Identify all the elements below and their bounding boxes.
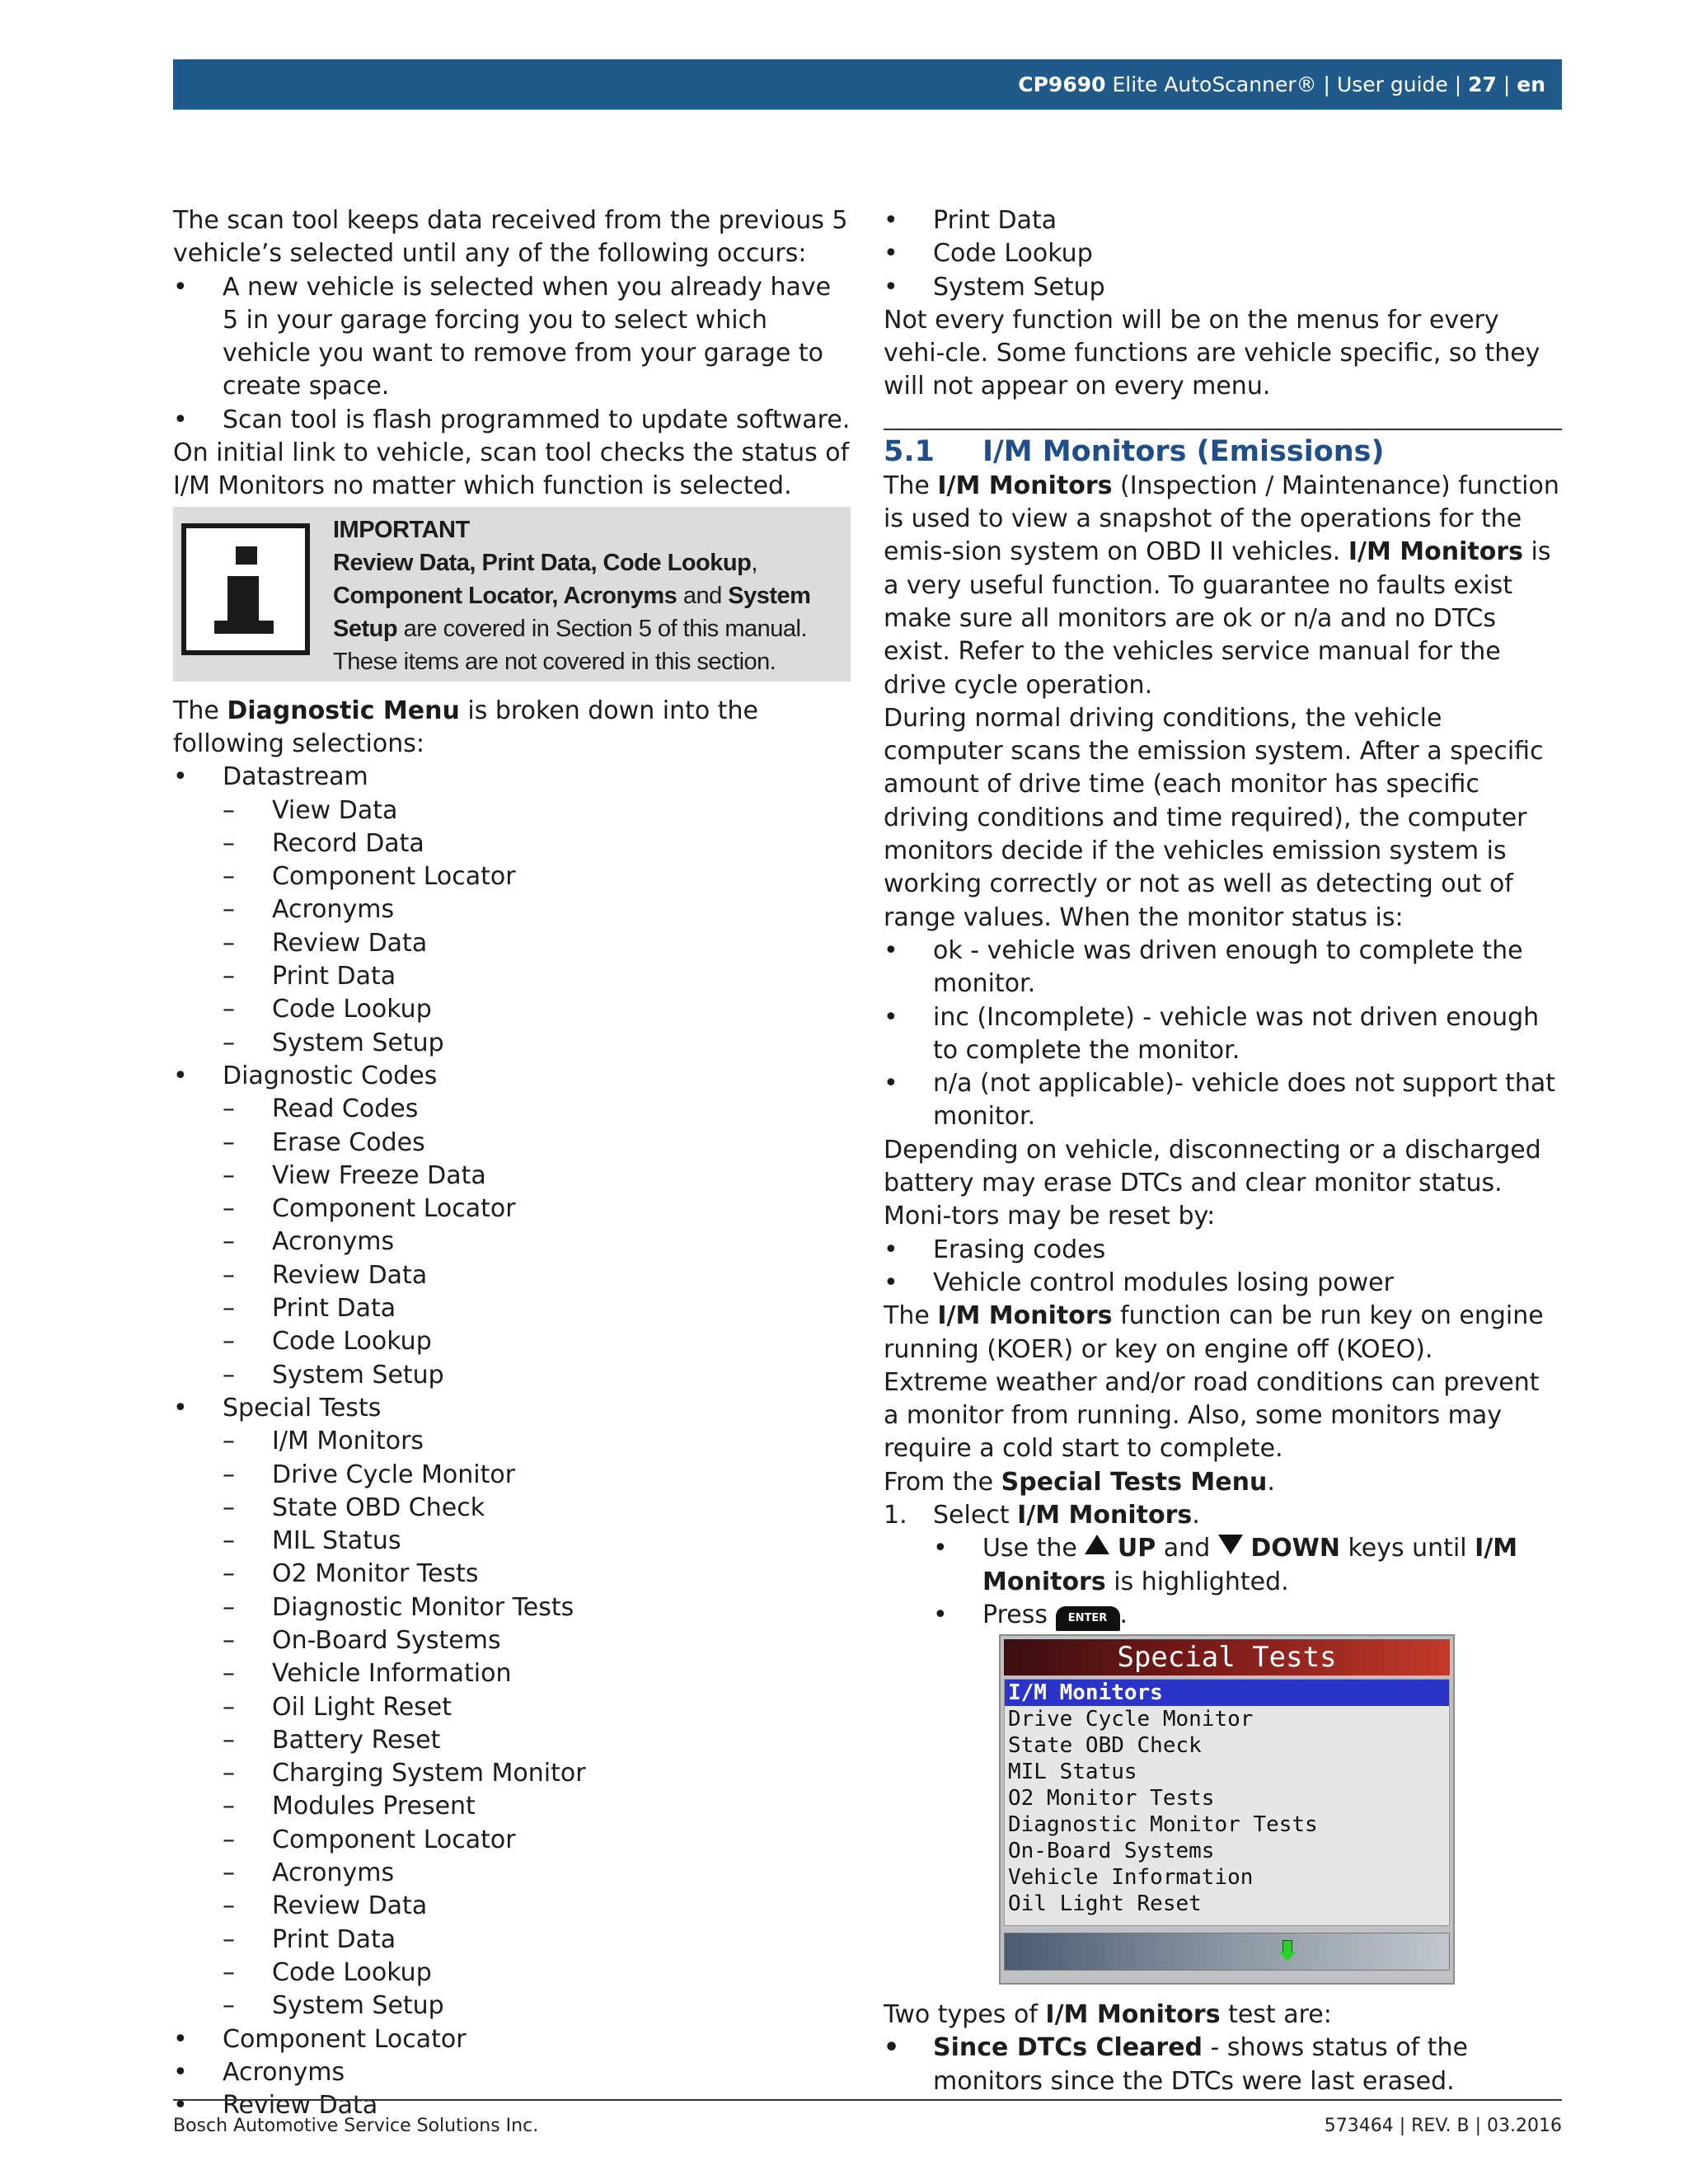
list-item-text: View Data bbox=[272, 795, 398, 825]
submenu-item: – Diagnostic Monitor Tests bbox=[223, 1592, 574, 1622]
status-list bbox=[884, 935, 1562, 1134]
text-bold: DOWN bbox=[1250, 1534, 1340, 1563]
header-sep: | bbox=[1496, 73, 1517, 96]
list-item: • Erasing codes bbox=[884, 1235, 1106, 1264]
text: Press bbox=[982, 1600, 1056, 1629]
header-model: CP9690 bbox=[1018, 73, 1106, 96]
list-item-text: Battery Reset bbox=[272, 1725, 441, 1755]
list-item: • A new vehicle is selected when you already have 5 in your garage forcing you to select which vehicle you want to remove from your garage to create space. bbox=[173, 272, 832, 401]
list-item-text: Modules Present bbox=[272, 1792, 476, 1821]
scanner-screen bbox=[999, 1634, 1455, 1985]
list-item-text: System Setup bbox=[272, 1991, 444, 2021]
text-bold: I/M Monitors bbox=[937, 471, 1113, 500]
menu-label: Special Tests bbox=[223, 1393, 382, 1422]
header-bar bbox=[173, 59, 1562, 110]
text: From the bbox=[884, 1467, 1001, 1497]
list-item: • inc (Incomplete) - vehicle was not driven enough to complete the monitor. bbox=[884, 1002, 1540, 1065]
submenu-item: – View Freeze Data bbox=[223, 1160, 486, 1190]
submenu-item: – I/M Monitors bbox=[223, 1427, 424, 1456]
submenu-item: – Code Lookup bbox=[223, 995, 432, 1024]
footer-company: Bosch Automotive Service Solutions Inc. bbox=[173, 2116, 539, 2136]
list-item-text: Review Data bbox=[272, 928, 428, 958]
submenu-item: – System Setup bbox=[223, 1028, 444, 1057]
text: and bbox=[1156, 1534, 1218, 1563]
list-item-text: Review Data bbox=[272, 1891, 428, 1921]
list-item-text: Acronyms bbox=[272, 1858, 395, 1888]
menu-paragraph bbox=[173, 695, 851, 762]
list-item-text: Code Lookup bbox=[933, 239, 1093, 269]
text: Two types of bbox=[884, 2000, 1046, 2029]
footer-rule bbox=[173, 2099, 1562, 2101]
header-guide: User guide bbox=[1336, 73, 1448, 96]
screen-menu-item: Oil Light Reset bbox=[1008, 1891, 1202, 1916]
info-icon bbox=[181, 523, 310, 655]
left-column bbox=[173, 204, 851, 2122]
list-item-text: Component Locator bbox=[272, 1825, 516, 1854]
text: (Inspection / Maintenance) function is used to view a snapshot of the operations for the emis-sion system on OBD II vehicles. bbox=[884, 471, 1559, 567]
list-item-text: Print Data bbox=[272, 1924, 396, 1954]
list-item-text: inc (Incomplete) - vehicle was not driven enough to complete the monitor. bbox=[933, 1002, 1540, 1065]
list-item-text: Erasing codes bbox=[933, 1235, 1106, 1264]
important-plain: are covered in Section 5 of this manual. These items are not covered in this section. bbox=[333, 615, 808, 675]
list-item-text: Component Locator bbox=[223, 2024, 467, 2054]
step-item bbox=[884, 1499, 1562, 1532]
text: is broken down into the following selections: bbox=[173, 696, 758, 758]
intro-paragraph: The scan tool keeps data received from the previous 5 vehicle’s selected until any of the following occurs: bbox=[173, 206, 848, 269]
screen-menu-item: I/M Monitors bbox=[1005, 1680, 1449, 1706]
menu-item: • Code Lookup bbox=[884, 239, 1093, 269]
list-item-text: Code Lookup bbox=[272, 1957, 432, 1987]
list-item-text: System Setup bbox=[933, 272, 1105, 302]
submenu-item: – Acronyms bbox=[223, 1858, 395, 1888]
list-item-text: Component Locator bbox=[272, 862, 516, 892]
submenu-item: – Review Data bbox=[223, 928, 428, 958]
text-bold: UP bbox=[1117, 1534, 1156, 1563]
list-item-text: Erase Codes bbox=[272, 1127, 425, 1157]
text: . bbox=[1119, 1600, 1128, 1629]
submenu-item: – Vehicle Information bbox=[223, 1659, 512, 1689]
header-lang: en bbox=[1517, 73, 1545, 96]
screen-footer bbox=[1004, 1933, 1450, 1971]
menu-item: • Component Locator bbox=[173, 2024, 467, 2054]
right-column bbox=[884, 204, 1562, 1632]
header-sep: | bbox=[1447, 73, 1469, 96]
menu-item: • Review Data bbox=[173, 2091, 378, 2121]
text-bold: I/M Monitors bbox=[1045, 2000, 1221, 2029]
submenu-item: – Drive Cycle Monitor bbox=[223, 1460, 516, 1489]
section-rule bbox=[884, 429, 1562, 430]
paragraph: Extreme weather and/or road conditions can prevent a monitor from running. Also, some monitors may require a cold start to complete. bbox=[884, 1367, 1540, 1464]
screen-menu-item: MIL Status bbox=[1008, 1760, 1137, 1784]
down-arrow-icon bbox=[1218, 1535, 1243, 1554]
important-plain: and bbox=[677, 582, 729, 609]
text: function can be run key on engine running (KOER) or key on engine off (KOEO). bbox=[884, 1301, 1544, 1364]
submenu-item: – On-Board Systems bbox=[223, 1625, 501, 1655]
list-item-text: Print Data bbox=[272, 962, 396, 991]
text: - shows status of the monitors since the DTCs were last erased. bbox=[933, 2033, 1469, 2096]
text-bold: Special Tests Menu bbox=[1001, 1467, 1268, 1497]
submenu-item: – Review Data bbox=[223, 1260, 428, 1290]
important-bold: Review Data, Print Data, Code Lookup bbox=[333, 549, 752, 576]
reset-list bbox=[884, 1234, 1562, 1301]
scroll-down-arrow-icon bbox=[1279, 1952, 1296, 1961]
important-title: IMPORTANT bbox=[333, 516, 470, 543]
screen-menu-item: O2 Monitor Tests bbox=[1008, 1786, 1215, 1811]
text: The bbox=[173, 696, 227, 725]
step-number: 1. bbox=[884, 1500, 907, 1530]
footer-docref: 573464 | REV. B | 03.2016 bbox=[1324, 2116, 1562, 2136]
list-item-text: On-Board Systems bbox=[272, 1625, 501, 1655]
submenu-item: – System Setup bbox=[223, 1991, 444, 2021]
submenu-item: – O2 Monitor Tests bbox=[223, 1559, 479, 1589]
list-item: • Since DTCs Cleared - shows status of the monitors since the DTCs were last erased. bbox=[884, 2033, 1469, 2096]
screen-menu-item: State OBD Check bbox=[1008, 1733, 1202, 1758]
header-page: 27 bbox=[1468, 73, 1497, 96]
list-item-text: State OBD Check bbox=[272, 1493, 485, 1522]
list-item-text: O2 Monitor Tests bbox=[272, 1559, 479, 1589]
text: The bbox=[884, 471, 938, 500]
substep-item: • Use the UP and DOWN keys until I/M Monitors is highlighted. bbox=[933, 1534, 1518, 1596]
submenu-item: – System Setup bbox=[223, 1360, 444, 1390]
text-bold: Diagnostic Menu bbox=[227, 696, 460, 725]
screen-menu-item: Drive Cycle Monitor bbox=[1008, 1707, 1254, 1732]
list-item-text: View Freeze Data bbox=[272, 1160, 486, 1190]
submenu-item: – View Data bbox=[223, 795, 398, 825]
paragraph bbox=[884, 1999, 1562, 2032]
list-item-text: Acronyms bbox=[272, 895, 395, 925]
paragraph bbox=[884, 1466, 1562, 1499]
list-item: • n/a (not applicable)- vehicle does not support that monitor. bbox=[884, 1069, 1556, 1132]
top-list bbox=[884, 204, 1562, 304]
submenu-item: – Review Data bbox=[223, 1891, 428, 1921]
list-item-text: Print Data bbox=[272, 1294, 396, 1324]
screen-menu-item: On-Board Systems bbox=[1008, 1839, 1215, 1863]
list-item-text: Scan tool is flash programmed to update software. bbox=[223, 405, 851, 434]
text-bold: I/M Monitors bbox=[937, 1301, 1113, 1331]
important-bold: Component Locator, Acronyms bbox=[333, 582, 678, 609]
paragraph: Depending on vehicle, disconnecting or a discharged battery may erase DTCs and clear monitor status. Moni-tors may be reset by: bbox=[884, 1135, 1541, 1231]
submenu-item: – Print Data bbox=[223, 962, 396, 991]
list-item-text: Acronyms bbox=[272, 1227, 395, 1257]
text: is a very useful function. To guarantee no faults exist make sure all monitors are ok or n/a and no DTCs exist. Refer to the vehicles service manual for the drive cycle operation. bbox=[884, 537, 1551, 700]
submenu-item: – Acronyms bbox=[223, 1227, 395, 1257]
paragraph bbox=[884, 1300, 1562, 1366]
list-item-text: Code Lookup bbox=[272, 995, 432, 1024]
submenu-item: – Charging System Monitor bbox=[223, 1759, 586, 1788]
text: . bbox=[1192, 1500, 1200, 1530]
text: The bbox=[884, 1301, 938, 1331]
menu-diagnostic-codes: • Diagnostic Codes bbox=[173, 1061, 438, 1090]
submenu-item: – Modules Present bbox=[223, 1792, 476, 1821]
submenu-item: – MIL Status bbox=[223, 1526, 401, 1556]
important-plain: , bbox=[751, 549, 757, 576]
list-item-text: Oil Light Reset bbox=[272, 1692, 452, 1722]
submenu-item: – State OBD Check bbox=[223, 1493, 485, 1522]
menu-label: Datastream bbox=[223, 762, 368, 792]
submenu-item: – Battery Reset bbox=[223, 1725, 441, 1755]
important-text bbox=[333, 513, 828, 678]
submenu-item: – Component Locator bbox=[223, 1825, 516, 1854]
text-bold: Since DTCs Cleared bbox=[933, 2033, 1203, 2063]
intro-paragraph-2: On initial link to vehicle, scan tool checks the status of I/M Monitors no matter which function is selected. bbox=[173, 438, 850, 501]
submenu-item: – Oil Light Reset bbox=[223, 1692, 452, 1722]
list-item-text: System Setup bbox=[272, 1028, 444, 1057]
enter-key-icon: ENTER bbox=[1056, 1606, 1120, 1631]
submenu-item: – Print Data bbox=[223, 1294, 396, 1324]
submenu-item: – Read Codes bbox=[223, 1094, 419, 1124]
submenu-item: – Component Locator bbox=[223, 862, 516, 892]
header-sep: | bbox=[1316, 73, 1337, 96]
submenu-item: – Acronyms bbox=[223, 895, 395, 925]
text: Select bbox=[933, 1500, 1018, 1530]
tail-list bbox=[173, 2023, 851, 2123]
submenu-item: – Code Lookup bbox=[223, 1957, 432, 1987]
list-item-text: Record Data bbox=[272, 828, 424, 858]
list-item: • Scan tool is flash programmed to update software. bbox=[173, 405, 851, 434]
list-item-text: Drive Cycle Monitor bbox=[272, 1460, 516, 1489]
list-item-text: Charging System Monitor bbox=[272, 1759, 586, 1788]
section-heading bbox=[884, 434, 1562, 470]
list-item-text: MIL Status bbox=[272, 1526, 401, 1556]
menu-item: • System Setup bbox=[884, 272, 1105, 302]
screen-menu-item: Diagnostic Monitor Tests bbox=[1008, 1812, 1318, 1837]
submenu-item: – Component Locator bbox=[223, 1194, 516, 1224]
paragraph: During normal driving conditions, the vehicle computer scans the emission system. After a specific amount of drive time (each monitor has specific driving conditions and time required), the computer monitors decide if the vehicles emission system is working correctly or not as well as detecting out of range values. When the monitor status is: bbox=[884, 703, 1544, 932]
substep-item: • Press ENTER . bbox=[933, 1600, 1128, 1629]
right-column-bottom bbox=[884, 1999, 1562, 2098]
list-item: • ok - vehicle was driven enough to complete the monitor. bbox=[884, 935, 1523, 999]
list-item-text: Vehicle Information bbox=[272, 1659, 512, 1689]
important-note bbox=[173, 507, 851, 682]
section-number: 5.1 bbox=[884, 434, 935, 468]
list-item-text: Diagnostic Monitor Tests bbox=[272, 1592, 574, 1622]
screen-title: Special Tests bbox=[1004, 1639, 1450, 1675]
text-bold: I/M Monitors bbox=[982, 1534, 1518, 1596]
list-item-text: Code Lookup bbox=[272, 1327, 432, 1357]
text: is highlighted. bbox=[1105, 1567, 1289, 1596]
screen-menu-list bbox=[1004, 1679, 1450, 1926]
datastream-list bbox=[173, 794, 851, 1060]
list-item-text: Vehicle control modules losing power bbox=[933, 1268, 1394, 1297]
submenu-item: – Print Data bbox=[223, 1924, 396, 1954]
text: keys until bbox=[1339, 1534, 1475, 1563]
menu-item: • Print Data bbox=[884, 206, 1057, 235]
list-item-text: Component Locator bbox=[272, 1194, 516, 1224]
list-item-text: Acronyms bbox=[223, 2057, 345, 2087]
menu-special-tests: • Special Tests bbox=[173, 1393, 382, 1422]
text-bold: I/M Monitors bbox=[1017, 1500, 1193, 1530]
list-item-text: n/a (not applicable)- vehicle does not support that monitor. bbox=[933, 1069, 1556, 1132]
special-tests-list bbox=[173, 1425, 851, 2022]
header-product: Elite AutoScanner® bbox=[1112, 73, 1317, 96]
text: Use the bbox=[982, 1534, 1085, 1563]
list-item-text: A new vehicle is selected when you already have 5 in your garage forcing you to select which vehicle you want to remove from your garage to create space. bbox=[223, 272, 832, 401]
screen-menu-item: Vehicle Information bbox=[1008, 1865, 1254, 1890]
list-item-text: System Setup bbox=[272, 1360, 444, 1390]
submenu-item: – Erase Codes bbox=[223, 1127, 425, 1157]
list-item-text: Read Codes bbox=[272, 1094, 419, 1124]
list-item-text: Print Data bbox=[933, 206, 1057, 235]
section-title: I/M Monitors (Emissions) bbox=[982, 434, 1385, 468]
list-item-text: ok - vehicle was driven enough to complete the monitor. bbox=[933, 935, 1523, 999]
header-text bbox=[1018, 59, 1545, 110]
up-arrow-icon bbox=[1085, 1535, 1109, 1554]
list-item-text: Review Data bbox=[223, 2091, 378, 2121]
list-item-text: I/M Monitors bbox=[272, 1427, 424, 1456]
list-item-text: Review Data bbox=[272, 1260, 428, 1290]
text: . bbox=[1267, 1467, 1275, 1497]
menu-item: • Acronyms bbox=[173, 2057, 345, 2087]
text: test are: bbox=[1220, 2000, 1332, 2029]
menu-datastream: • Datastream bbox=[173, 762, 368, 792]
submenu-item: – Record Data bbox=[223, 828, 424, 858]
text-bold: I/M Monitors bbox=[1348, 537, 1523, 567]
menu-label: Diagnostic Codes bbox=[223, 1061, 438, 1090]
diagnostic-codes-list bbox=[173, 1093, 851, 1392]
not-every-paragraph: Not every function will be on the menus for every vehi-cle. Some functions are vehicle specific, so they will not appear on every menu. bbox=[884, 305, 1540, 401]
submenu-item: – Code Lookup bbox=[223, 1327, 432, 1357]
paragraph bbox=[884, 470, 1562, 702]
important-bold: System Setup bbox=[333, 582, 811, 642]
list-item: • Vehicle control modules losing power bbox=[884, 1268, 1394, 1297]
